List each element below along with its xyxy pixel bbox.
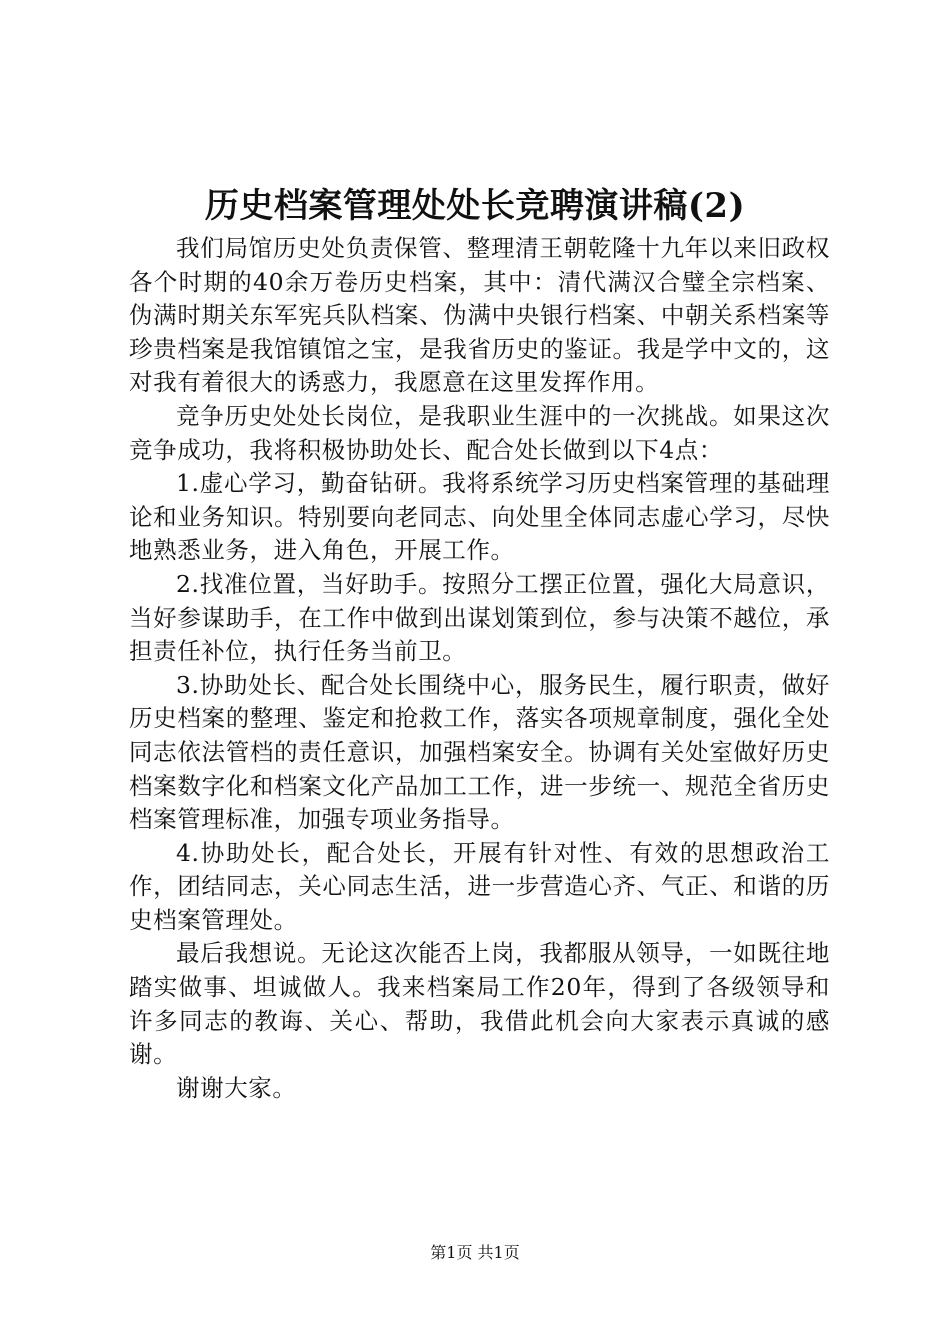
paragraph-point-3: 3.协助处长、配合处长围绕中心，服务民生，履行职责，做好历史档案的整理、鉴定和抢救工作，落实各项规章制度，强化全处同志依法管档的责任意识，加强档案安全。协调有关处室做好历史档案数字化和档案文化产品加工工作，进一步统一、规范全省历史档案管理标准，加强专项业务指导。 — [129, 670, 830, 834]
document-title: 历史档案管理处处长竞聘演讲稿(2) — [204, 186, 746, 226]
paragraph-point-4: 4.协助处长，配合处长，开展有针对性、有效的思想政治工作，团结同志，关心同志生活，进一步营造心齐、气正、和谐的历史档案管理处。 — [129, 838, 830, 934]
paragraph-point-1: 1.虚心学习，勤奋钻研。我将系统学习历史档案管理的基础理论和业务知识。特别要向老同志、向处里全体同志虚心学习，尽快地熟悉业务，进入角色，开展工作。 — [129, 469, 830, 565]
paragraph-challenge: 竞争历史处处长岗位，是我职业生涯中的一次挑战。如果这次竞争成功，我将积极协助处长、配合处长做到以下4点： — [129, 401, 830, 464]
page-footer: 第1页 共1页 — [430, 1243, 520, 1262]
paragraph-thanks: 谢谢大家。 — [176, 1073, 297, 1102]
paragraph-point-2: 2.找准位置，当好助手。按照分工摆正位置，强化大局意识，当好参谋助手，在工作中做到出谋划策到位，参与决策不越位，承担责任补位，执行任务当前卫。 — [129, 569, 830, 666]
paragraph-intro: 我们局馆历史处负责保管、整理清王朝乾隆十九年以来旧政权各个时期的40余万卷历史档案，其中：清代满汉合璧全宗档案、伪满时期关东军宪兵队档案、伪满中央银行档案、中朝关系档案等珍贵档案是我馆镇馆之宝，是我省历史的鉴证。我是学中文的，这对我有着很大的诱惑力，我愿意在这里发挥作用。 — [129, 234, 830, 397]
document-body — [129, 232, 830, 1105]
paragraph-closing: 最后我想说。无论这次能否上岗，我都服从领导，一如既往地踏实做事、坦诚做人。我来档案局工作20年，得到了各级领导和许多同志的教诲、关心、帮助，我借此机会向大家表示真诚的感谢。 — [129, 939, 830, 1069]
